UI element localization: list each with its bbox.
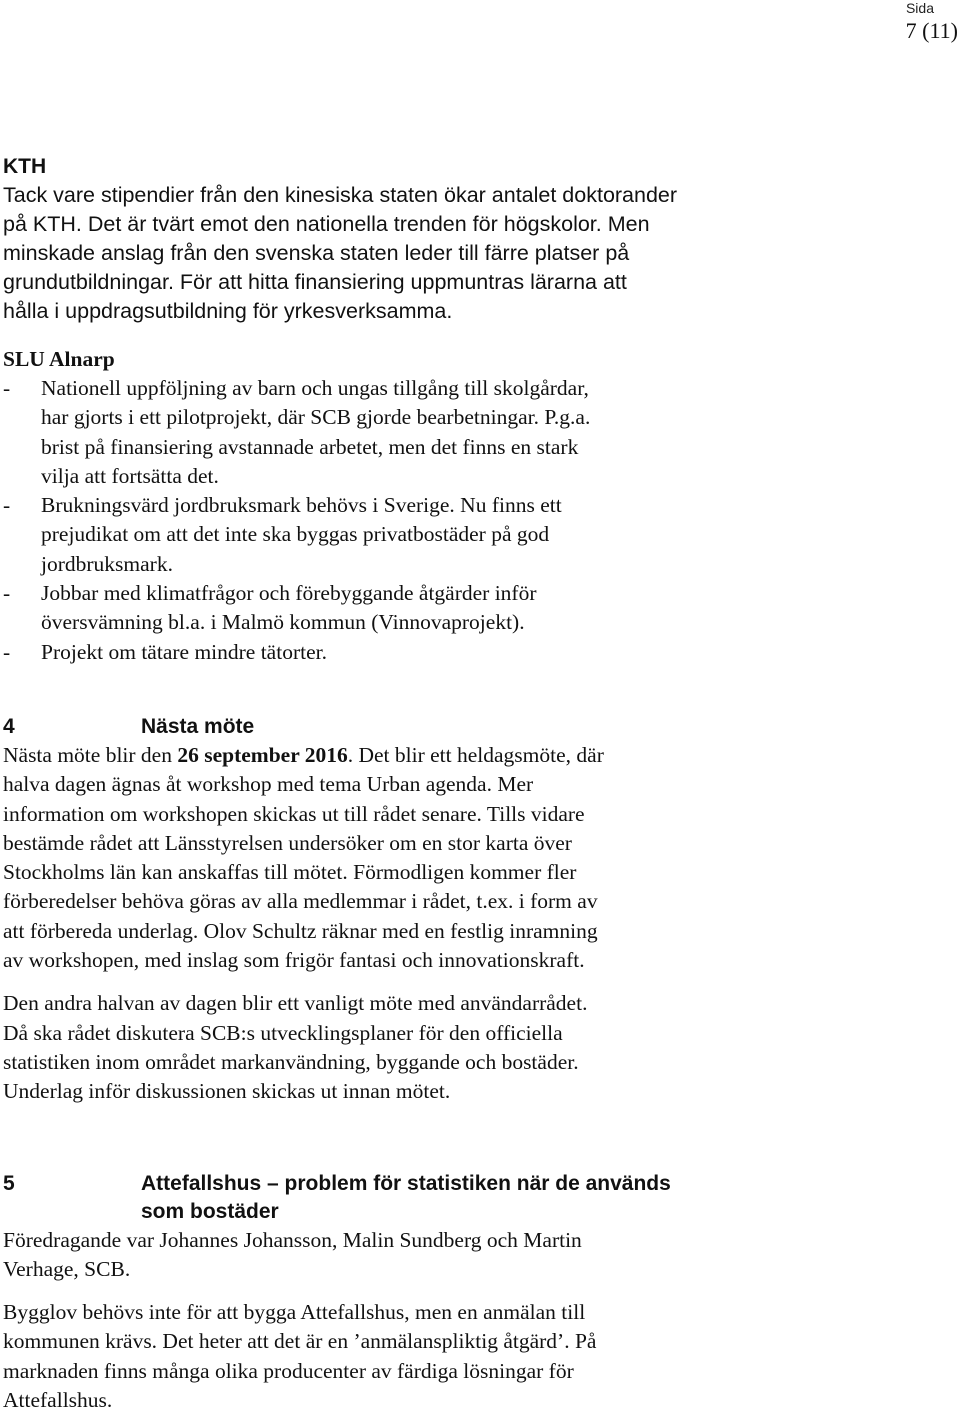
text-line: har gjorts i ett pilotprojekt, där SCB gjorde bearbetningar. P.g.a. — [41, 405, 591, 430]
section-number: 5 — [3, 1171, 15, 1195]
list-item — [3, 374, 943, 491]
text-line: på KTH. Det är tvärt emot den nationella trenden för högskolor. Men — [3, 212, 650, 236]
list-item — [3, 579, 943, 638]
section-4-paragraph-1 — [3, 741, 943, 975]
kth-paragraph — [3, 181, 943, 326]
text-line: hålla i uppdragsutbildning för yrkesverksamma. — [3, 299, 453, 323]
list-dash: - — [3, 376, 11, 400]
slu-section — [3, 345, 943, 667]
text-line: grundutbildningar. För att hitta finansiering uppmuntras lärarna att — [3, 270, 627, 294]
text-span: . Det blir ett heldagsmöte, där — [347, 742, 604, 767]
text-line: av workshopen, med inslag som frigör fantasi och innovationskraft. — [3, 948, 585, 973]
section-title: Nästa möte — [141, 714, 255, 738]
text-line — [3, 741, 943, 770]
text-line: vilja att fortsätta det. — [41, 463, 219, 488]
section-4-paragraph-2 — [3, 989, 943, 1106]
text-line: brist på finansiering avstannade arbetet, men det finns en stark — [41, 434, 579, 459]
list-dash: - — [3, 493, 11, 518]
text-line: Föredragande var Johannes Johansson, Malin Sundberg och Martin — [3, 1227, 582, 1252]
text-line: Brukningsvärd jordbruksmark behövs i Sverige. Nu finns ett — [41, 493, 562, 518]
text-line: Nationell uppföljning av barn och ungas tillgång till skolgårdar, — [41, 376, 589, 400]
text-line: bestämde rådet att Länsstyrelsen undersöker om en stor karta över — [3, 830, 572, 855]
text-line: prejudikat om att det inte ska byggas privatbostäder på god — [41, 522, 550, 547]
text-line: Stockholms län kan anskaffas till mötet. Förmodligen kommer fler — [3, 860, 577, 885]
section-4 — [3, 713, 943, 1107]
text-line: marknaden finns många olika producenter av färdiga lösningar för — [3, 1358, 574, 1383]
section-5-paragraph-2 — [3, 1298, 943, 1415]
list-item — [3, 491, 943, 579]
text-line: Tack vare stipendier från den kinesiska staten ökar antalet doktorander — [3, 183, 678, 207]
text-line: Den andra halvan av dagen blir ett vanligt möte med användarrådet. — [3, 991, 588, 1016]
title-line: som bostäder — [141, 1199, 279, 1223]
text-line: minskade anslag från den svenska staten leder till färre platser på — [3, 241, 630, 265]
text-line: översvämning bl.a. i Malmö kommun (Vinnovaprojekt). — [41, 610, 525, 635]
page-label: Sida — [905, 0, 934, 16]
title-line: Attefallshus – problem för statistiken när de används — [141, 1171, 671, 1195]
slu-heading: SLU Alnarp — [3, 347, 115, 371]
kth-section — [3, 152, 943, 326]
kth-heading: KTH — [3, 155, 47, 178]
section-4-heading — [3, 713, 943, 741]
section-5-paragraph-1 — [3, 1226, 943, 1285]
slu-list — [3, 374, 943, 667]
text-line: Jobbar med klimatfrågor och förebyggande åtgärder inför — [41, 581, 537, 606]
meeting-date: 26 september 2016 — [177, 742, 348, 767]
document-body — [3, 152, 943, 1415]
text-line: Då ska rådet diskutera SCB:s utvecklingsplaner för den officiella — [3, 1020, 563, 1045]
section-title — [141, 1170, 943, 1226]
section-number: 4 — [3, 714, 15, 738]
text-line: Verhage, SCB. — [3, 1256, 131, 1281]
text-span: Nästa möte blir den — [3, 742, 178, 767]
text-line: jordbruksmark. — [41, 551, 173, 576]
text-line: statistiken inom området markanvändning, byggande och bostäder. — [3, 1049, 579, 1074]
text-line: Bygglov behövs inte för att bygga Attefallshus, men en anmälan till — [3, 1300, 586, 1325]
list-dash: - — [3, 581, 11, 606]
text-line: Projekt om tätare mindre tätorter. — [41, 639, 327, 664]
list-dash: - — [3, 639, 11, 664]
text-line: Attefallshus. — [3, 1388, 113, 1413]
page-number: 7 (11) — [905, 18, 958, 43]
text-line: att förbereda underlag. Olov Schultz räknar med en festlig inramning — [3, 918, 598, 943]
text-line: förberedelser behöva göras av alla medlemmar i rådet, t.ex. i form av — [3, 889, 598, 914]
text-line: kommunen krävs. Det heter att det är en ’anmälanspliktig åtgärd’. På — [3, 1329, 597, 1354]
text-line: Underlag inför diskussionen skickas ut innan mötet. — [3, 1079, 451, 1104]
list-item — [3, 638, 943, 667]
text-line: halva dagen ägnas åt workshop med tema Urban agenda. Mer — [3, 772, 534, 797]
text-line: information om workshopen skickas ut till rådet senare. Tills vidare — [3, 801, 585, 826]
section-5-heading — [3, 1170, 943, 1226]
section-5 — [3, 1170, 943, 1415]
